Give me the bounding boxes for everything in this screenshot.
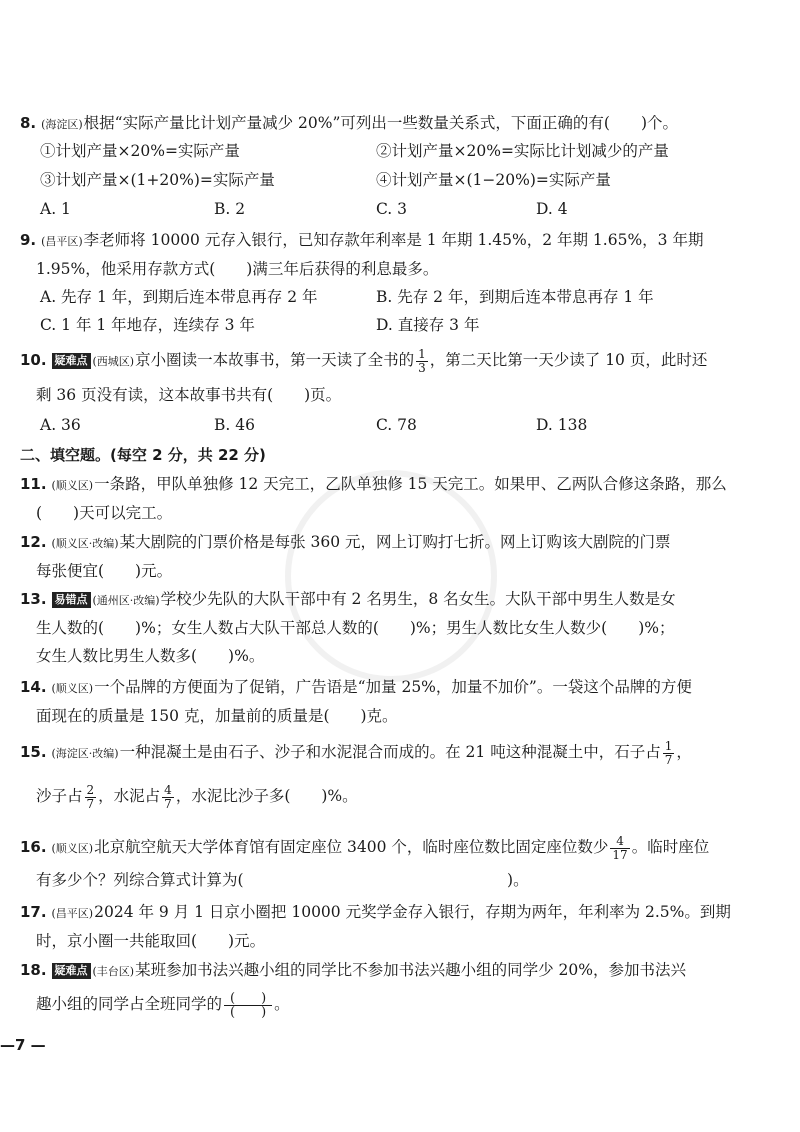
q14-line-1: 一个品牌的方便面为了促销，广告语是“加量 25%，加量不加价”。一袋这个品牌的方便 bbox=[94, 678, 692, 696]
q15-line-2c: ，水泥比沙子多( )%。 bbox=[175, 787, 358, 805]
q16-number: 16. bbox=[20, 838, 47, 856]
q10-option-b[interactable]: B. 46 bbox=[214, 416, 255, 434]
q10-line-1a: 京小圈读一本故事书，第一天读了全书的 bbox=[135, 351, 415, 369]
q11-line-1: 一条路，甲队单独修 12 天完工，乙队单独修 15 天完工。如果甲、乙两队合修这条路，那么 bbox=[94, 475, 727, 493]
q14-number: 14. bbox=[20, 678, 47, 696]
q13-line-1: 学校少先队的大队干部中有 2 名男生，8 名女生。大队干部中男生人数是女 bbox=[160, 590, 676, 608]
q14-stem bbox=[20, 673, 780, 703]
q8-statement-4: ④计划产量×(1−20%)=实际产量 bbox=[376, 171, 611, 189]
fraction-two-sevenths: $\frac{2}{7}$ bbox=[86, 782, 95, 811]
q8-stem bbox=[20, 109, 780, 139]
q8-text: 根据“实际产量比计划产量减少 20%”可列出一些数量关系式，下面正确的有( )个。 bbox=[83, 114, 678, 132]
q18-line-2 bbox=[36, 990, 290, 1019]
q12-line-2: 每张便宜( )元。 bbox=[36, 562, 173, 580]
q15-number: 15. bbox=[20, 743, 47, 761]
q13-stem bbox=[20, 585, 780, 615]
q9-line-2: 1.95%，他采用存款方式( )满三年后获得的利息最多。 bbox=[36, 260, 439, 278]
q18-number: 18. bbox=[20, 961, 47, 979]
difficulty-tag: 疑难点 bbox=[52, 353, 91, 369]
section-heading-fill-in: 二、填空题。(每空 2 分，共 22 分) bbox=[20, 446, 266, 464]
q8-statement-3: ③计划产量×(1+20%)=实际产量 bbox=[40, 171, 275, 189]
q10-line-1b: ，第二天比第一天少读了 10 页，此时还 bbox=[429, 351, 708, 369]
q9-source: (昌平区) bbox=[41, 235, 83, 248]
q12-number: 12. bbox=[20, 533, 47, 551]
q16-line-2: 有多少个？列综合算式计算为( )。 bbox=[36, 871, 529, 889]
fraction-one-seventh: $\frac{1}{7}$ bbox=[664, 738, 673, 767]
q9-option-c[interactable]: C. 1 年 1 年地存，连续存 3 年 bbox=[40, 316, 255, 334]
q8-option-b[interactable]: B. 2 bbox=[214, 200, 246, 218]
q9-stem bbox=[20, 226, 780, 256]
q9-number: 9. bbox=[20, 231, 37, 249]
q11-number: 11. bbox=[20, 475, 47, 493]
q13-line-2: 生人数的( )%；女生人数占大队干部总人数的( )%；男生人数比女生人数少( )%； bbox=[36, 619, 675, 637]
q13-source: (通州区·改编) bbox=[92, 594, 160, 607]
q8-number: 8. bbox=[20, 114, 37, 132]
q8-source: (海淀区) bbox=[41, 118, 83, 131]
fraction-four-seventeenths: $\frac{4}{17}$ bbox=[612, 833, 628, 862]
error-prone-tag: 易错点 bbox=[52, 592, 91, 608]
q17-source: (昌平区) bbox=[51, 907, 94, 920]
q17-line-1: 2024 年 9 月 1 日京小圈把 10000 元奖学金存入银行，存期为两年，年利率为 2.5%。到期 bbox=[94, 903, 731, 921]
q8-statement-1: ①计划产量×20%=实际产量 bbox=[40, 142, 240, 160]
q15-line-1-end: ， bbox=[676, 743, 692, 761]
q16-line-1b: 。临时座位 bbox=[631, 838, 710, 856]
q15-line-2 bbox=[36, 782, 358, 811]
q10-source: (西城区) bbox=[92, 355, 135, 368]
q18-stem bbox=[20, 956, 780, 986]
q10-number: 10. bbox=[20, 351, 47, 369]
q15-stem bbox=[20, 738, 780, 768]
q16-line-1a: 北京航空航天大学体育馆有固定座位 3400 个，临时座位数比固定座位数少 bbox=[94, 838, 609, 856]
q9-option-b[interactable]: B. 先存 2 年，到期后连本带息再存 1 年 bbox=[376, 288, 654, 306]
q9-option-a[interactable]: A. 先存 1 年，到期后连本带息再存 2 年 bbox=[40, 288, 318, 306]
q10-line-2: 剩 36 页没有读，这本故事书共有( )页。 bbox=[36, 386, 342, 404]
q14-line-2: 面现在的质量是 150 克，加量前的质量是( )克。 bbox=[36, 707, 398, 725]
q17-line-2: 时，京小圈一共能取回( )元。 bbox=[36, 932, 266, 950]
q15-source: (海淀区·改编) bbox=[51, 747, 119, 760]
blank-fraction[interactable]: $\frac{( )}{( )}$ bbox=[224, 992, 272, 1019]
page-number: —7 — bbox=[0, 1036, 46, 1054]
q11-stem bbox=[20, 470, 780, 500]
q17-number: 17. bbox=[20, 903, 47, 921]
q10-stem bbox=[20, 346, 780, 376]
q11-source: (顺义区) bbox=[51, 479, 94, 492]
q8-option-a[interactable]: A. 1 bbox=[40, 200, 71, 218]
q15-line-1: 一种混凝土是由石子、沙子和水泥混合而成的。在 21 吨这种混凝土中，石子占 bbox=[119, 743, 661, 761]
q18-line-2a: 趣小组的同学占全班同学的 bbox=[36, 995, 223, 1013]
fraction-four-sevenths: $\frac{4}{7}$ bbox=[164, 782, 172, 811]
q16-source: (顺义区) bbox=[51, 842, 94, 855]
q18-source: (丰台区) bbox=[92, 965, 135, 978]
q8-option-d[interactable]: D. 4 bbox=[536, 200, 568, 218]
q9-line-1: 李老师将 10000 元存入银行，已知存款年利率是 1 年期 1.45%，2 年期 1.65%，3 年期 bbox=[83, 231, 704, 249]
q9-option-d[interactable]: D. 直接存 3 年 bbox=[376, 316, 480, 334]
q10-option-c[interactable]: C. 78 bbox=[376, 416, 417, 434]
q14-source: (顺义区) bbox=[51, 682, 94, 695]
q10-option-a[interactable]: A. 36 bbox=[40, 416, 81, 434]
q12-stem bbox=[20, 528, 780, 558]
q18-line-2b: 。 bbox=[274, 995, 290, 1013]
q17-stem bbox=[20, 898, 780, 928]
q11-line-2: ( )天可以完工。 bbox=[36, 504, 173, 522]
q13-line-3: 女生人数比男生人数多( )%。 bbox=[36, 647, 265, 665]
q8-option-c[interactable]: C. 3 bbox=[376, 200, 408, 218]
q10-option-d[interactable]: D. 138 bbox=[536, 416, 588, 434]
fraction-one-third: $\frac{1}{3}$ bbox=[418, 346, 426, 375]
q16-stem bbox=[20, 833, 780, 863]
q13-number: 13. bbox=[20, 590, 47, 608]
watermark-stamp bbox=[285, 470, 497, 682]
q15-line-2a: 沙子占 bbox=[36, 787, 83, 805]
q12-line-1: 某大剧院的门票价格是每张 360 元，网上订购打七折。网上订购该大剧院的门票 bbox=[119, 533, 671, 551]
q12-source: (顺义区·改编) bbox=[51, 537, 119, 550]
difficulty-tag: 疑难点 bbox=[52, 963, 91, 979]
q18-line-1: 某班参加书法兴趣小组的同学比不参加书法兴趣小组的同学少 20%，参加书法兴 bbox=[135, 961, 686, 979]
q8-statement-2: ②计划产量×20%=实际比计划减少的产量 bbox=[376, 142, 669, 160]
q15-line-2b: ，水泥占 bbox=[98, 787, 161, 805]
